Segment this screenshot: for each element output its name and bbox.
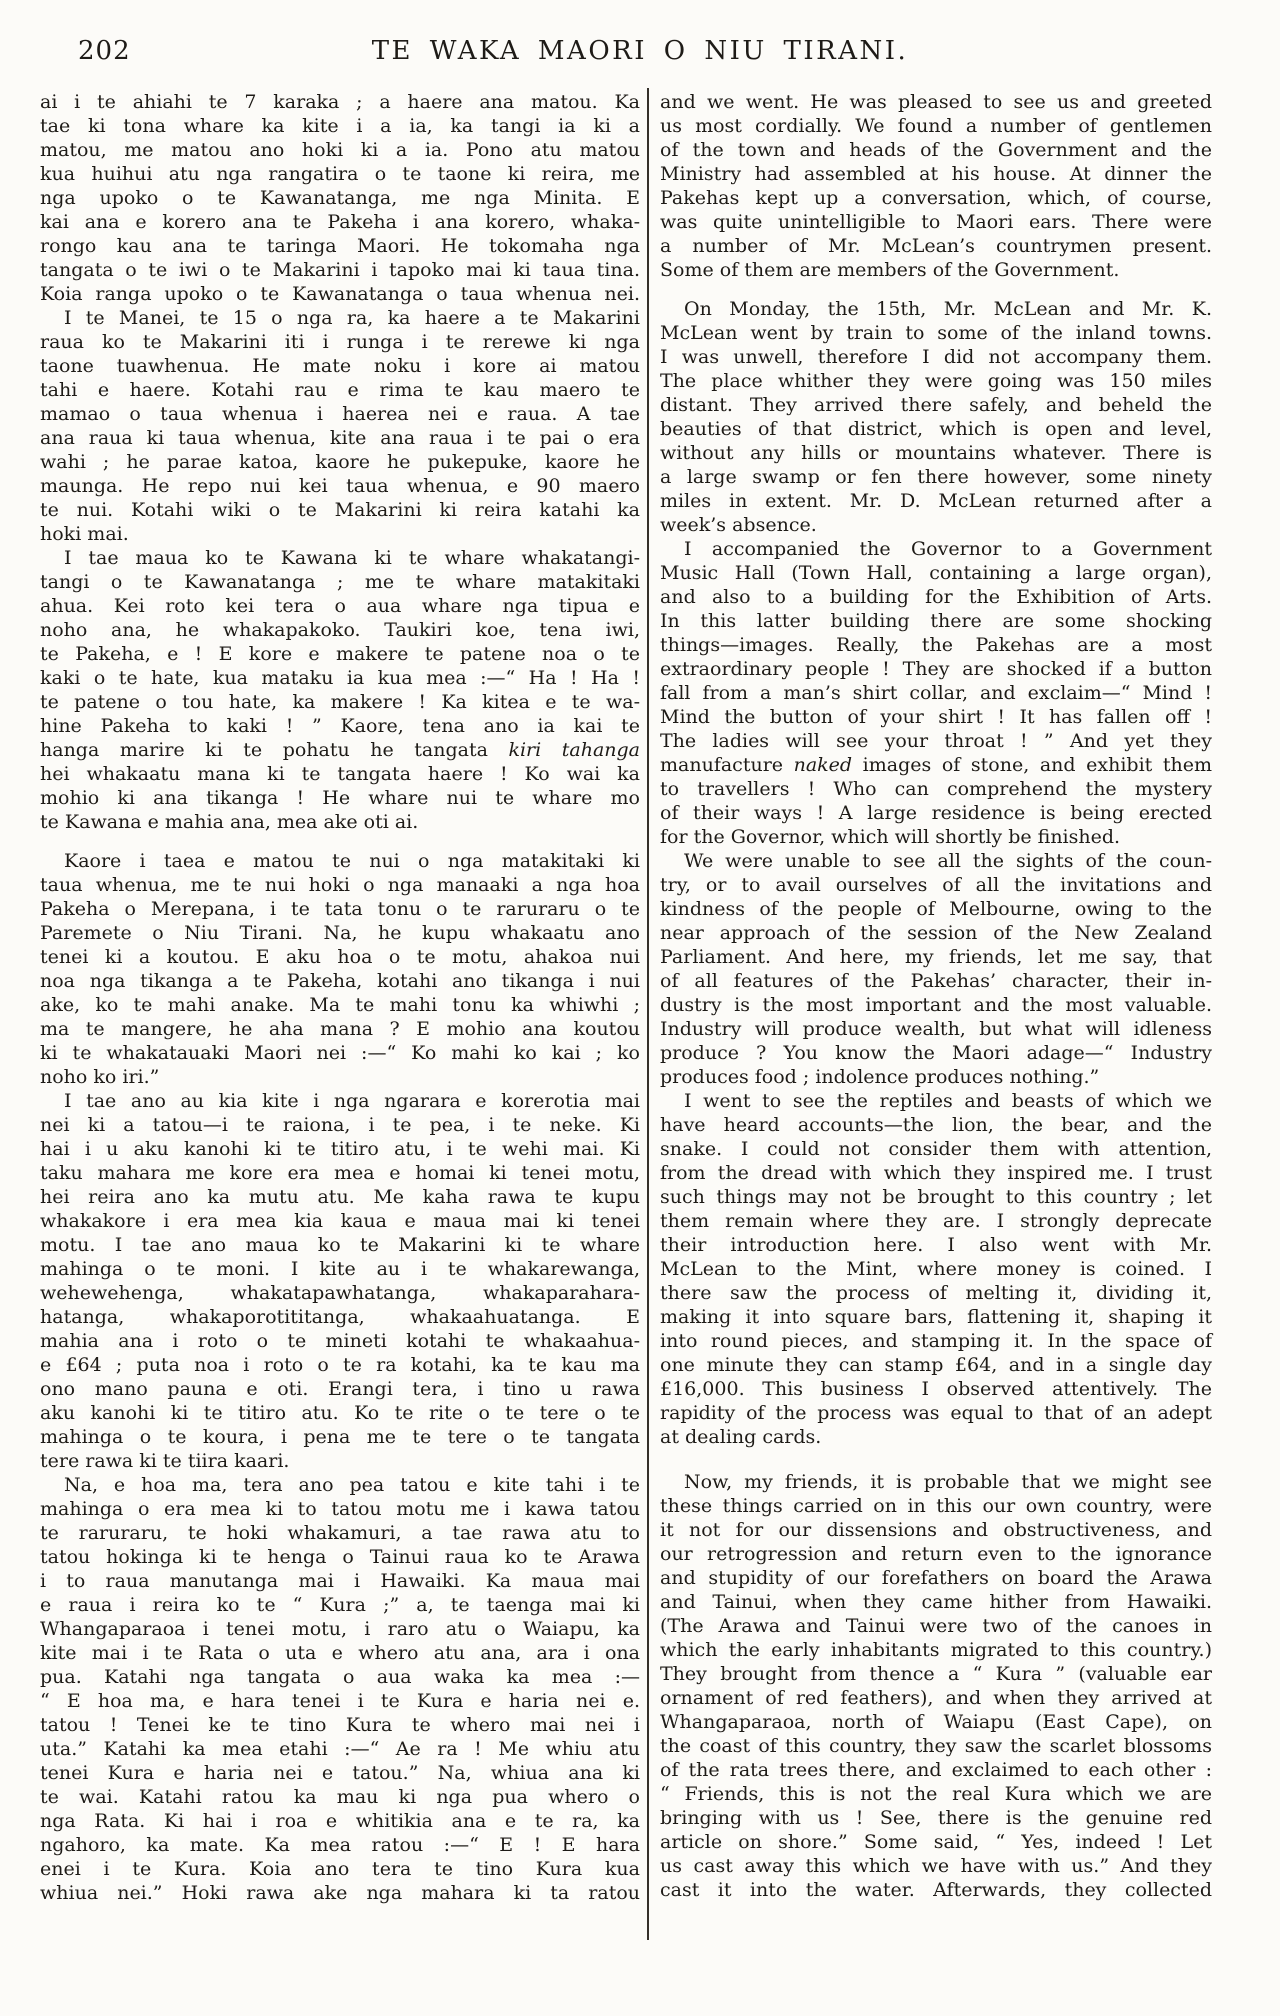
paragraph xyxy=(660,297,1212,537)
text-line: their introduction here. I also went with Mr. xyxy=(660,1234,1212,1256)
text-line: Parliament. And here, my friends, let me say, that xyxy=(660,946,1212,968)
text-line: to travellers ! Who can comprehend the mystery xyxy=(660,778,1212,800)
text-line: Pakeha o Merepana, i te tata tonu o te raruraru o te xyxy=(40,898,640,920)
text-line: Some of them are members of the Government. xyxy=(660,259,1120,281)
text-line: te patene o tou hate, ka makere ! Ka kitea e te wa- xyxy=(40,691,640,713)
paragraph xyxy=(40,546,640,834)
text-line: was quite unintelligible to Maori ears. There were xyxy=(660,211,1212,233)
text-line: mohio ki ana tikanga ! He whare nui te whare mo xyxy=(40,787,640,809)
text-line: manufacture naked images of stone, and exhibit them xyxy=(660,754,1213,776)
text-line: snake. I could not consider them with attention, xyxy=(660,1138,1212,1160)
text-line: hine Pakeha to kaki ! ” Kaore, tena ano ia kai te xyxy=(40,715,640,737)
text-line: aku kanohi ki te titiro atu. Ko te rite o te tere o te xyxy=(40,1402,640,1424)
text-line: noa nga tikanga a te Pakeha, kotahi ano tikanga i nui xyxy=(40,970,640,992)
text-line: I te Manei, te 15 o nga ra, ka haere a te Makarini xyxy=(64,307,640,329)
paragraph xyxy=(40,849,640,1089)
text-line: I went to see the reptiles and beasts of which we xyxy=(684,1090,1212,1112)
text-line: mamao o taua whenua i haerea nei e raua. A tae xyxy=(40,403,640,425)
text-line: i to raua manutanga mai i Hawaiki. Ka maua mai xyxy=(40,1570,640,1592)
text-line: Kaore i taea e matou te nui o nga matakitaki ki xyxy=(64,850,640,872)
text-line: kindness of the people of Melbourne, owing to the xyxy=(660,898,1212,920)
text-line: hei reira ano ka mutu atu. Me kaha rawa te kupu xyxy=(40,1186,640,1208)
text-line: ono mano pauna e oti. Erangi tera, i tino u rawa xyxy=(40,1378,640,1400)
paragraph xyxy=(660,90,1212,282)
text-line: ornament of red feathers), and when they arrived at xyxy=(660,1687,1212,1709)
text-line: of all features of the Pakehas’ character, their in- xyxy=(660,970,1212,992)
paragraph xyxy=(40,306,640,546)
text-line: nga Rata. Ki hai i roa e whitikia ana e te ra, ka xyxy=(40,1810,640,1832)
text-line: there saw the process of melting it, dividing it, xyxy=(660,1282,1212,1304)
text-line: and Tainui, when they came hither from Hawaiki. xyxy=(660,1591,1212,1613)
text-line: tahi e haere. Kotahi rau e rima te kau maero te xyxy=(40,379,640,401)
text-line: ai i te ahiahi te 7 karaka ; a haere ana matou. Ka xyxy=(40,91,640,113)
text-line: whakakore i era mea kia kaua e maua mai ki tenei xyxy=(40,1210,640,1232)
text-line: ki te whakatauaki Maori nei :—“ Ko mahi ko kai ; ko xyxy=(40,1042,640,1064)
text-line: They brought from thence a “ Kura ” (valuable ear xyxy=(660,1663,1212,1685)
text-line: pua. Katahi nga tangata o aua waka ka mea :— xyxy=(40,1666,640,1688)
text-line: ana raua ki taua whenua, kite ana raua i te pai o era xyxy=(40,427,640,449)
text-line: The ladies will see your throat ! ” And yet they xyxy=(660,730,1212,752)
text-line: raua ko te Makarini iti i runga i te rerewe ki nga xyxy=(40,331,640,353)
text-line: and we went. He was pleased to see us and greeted xyxy=(660,91,1212,113)
text-line: uta.” Katahi ka mea etahi :—“ Ae ra ! Me whiu atu xyxy=(40,1738,640,1760)
text-line: nga upoko o te Kawanatanga, me nga Minita. E xyxy=(40,187,640,209)
text-line: Mind the button of your shirt ! It has fallen off ! xyxy=(660,706,1212,728)
text-line: beauties of that district, which is open and level, xyxy=(660,418,1212,440)
text-line: e £64 ; puta noa i roto o te ra kotahi, ka te kau ma xyxy=(40,1354,640,1376)
text-line: taua whenua, me te nui hoki o nga manaaki a nga hoa xyxy=(40,874,640,896)
paragraph xyxy=(660,1089,1212,1449)
text-line: “ E hoa ma, e hara tenei i te Kura e haria nei e. xyxy=(40,1690,640,1712)
left-column-maori-text xyxy=(40,90,640,1905)
text-line: a large swamp or fen there however, some ninety xyxy=(660,466,1212,488)
text-line: of the rata trees there, and exclaimed to each other : xyxy=(660,1759,1212,1781)
text-line: te Kawana e mahia ana, mea ake oti ai. xyxy=(40,811,419,833)
text-line: I tae maua ko te Kawana ki te whare whakatangi- xyxy=(64,547,640,569)
text-line: near approach of the session of the New Zealand xyxy=(660,922,1212,944)
text-line: it not for our dissensions and obstructiveness, and xyxy=(660,1519,1212,1541)
text-line: Industry will produce wealth, but what will idleness xyxy=(660,1018,1212,1040)
text-line: te Pakeha, e ! E kore e makere te patene noa o te xyxy=(40,643,640,665)
paragraph xyxy=(40,1089,640,1473)
text-line: Whangaparaoa i tenei motu, i raro atu o Waiapu, ka xyxy=(40,1618,640,1640)
text-line: a number of Mr. McLean’s countrymen present. xyxy=(660,235,1212,257)
text-line: matou, me matou ano hoki ki a ia. Pono atu matou xyxy=(40,139,640,161)
text-line: tae ki tona whare ka kite i a ia, ka tangi ia ki a xyxy=(40,115,640,137)
text-line: tenei ki a koutou. E aku hoa o te motu, ahakoa nui xyxy=(40,946,640,968)
text-line: ngahoro, ka mate. Ka mea ratou :—“ E ! E hara xyxy=(40,1834,640,1856)
paragraph xyxy=(40,90,640,306)
right-column-english-text xyxy=(660,90,1212,1902)
text-line: from the dread with which they inspired me. I trust xyxy=(660,1162,1212,1184)
text-line: without any hills or mountains whatever. There is xyxy=(660,442,1212,464)
text-line: te nui. Kotahi wiki o te Makarini ki reira katahi ka xyxy=(40,499,640,521)
text-line: Ministry had assembled at his house. At dinner the xyxy=(660,163,1212,185)
text-line: tangi o te Kawanatanga ; me te whare matakitaki xyxy=(40,571,640,593)
text-line: bringing with us ! See, there is the genuine red xyxy=(660,1807,1212,1829)
text-line: mahinga o te moni. I kite au i te whakarewanga, xyxy=(40,1258,640,1280)
text-line: I tae ano au kia kite i nga ngarara e korerotia mai xyxy=(64,1090,640,1112)
text-line: miles in extent. Mr. D. McLean returned after a xyxy=(660,490,1212,512)
text-line: hanga marire ki te pohatu he tangata kiri tahanga xyxy=(40,739,640,761)
text-line: us cast away this which we have with us.” And they xyxy=(660,1855,1212,1877)
text-line: try, or to avail ourselves of all the invitations and xyxy=(660,874,1212,896)
text-line: te raruraru, te hoki whakamuri, a tae rawa atu to xyxy=(40,1522,640,1544)
text-line: for the Governor, which will shortly be finished. xyxy=(660,826,1121,848)
text-line: £16,000. This business I observed attentively. The xyxy=(660,1378,1212,1400)
text-line: week’s absence. xyxy=(660,514,817,536)
text-line: whiua nei.” Hoki rawa ake nga mahara ki ta ratou xyxy=(40,1882,640,1904)
text-line: such things may not be brought to this country ; let xyxy=(660,1186,1212,1208)
text-line: tenei Kura e haria nei e tatou.” Na, whiua ana ki xyxy=(40,1762,640,1784)
text-line: extraordinary people ! They are shocked if a button xyxy=(660,658,1212,680)
text-line: We were unable to see all the sights of the coun- xyxy=(684,850,1212,872)
text-line: making it into square bars, flattening it, shaping it xyxy=(660,1306,1212,1328)
text-line: Paremete o Niu Tirani. Na, he kupu whakaatu ano xyxy=(40,922,640,944)
text-line: tangata o te iwi o te Makarini i tapoko mai ki taua tina. xyxy=(40,259,640,281)
text-line: nei ki a tatou—i te raiona, i te pea, i te neke. Ki xyxy=(40,1114,640,1136)
text-line: noho ana, he whakapakoko. Taukiri koe, tena iwi, xyxy=(40,619,640,641)
paragraph xyxy=(40,1473,640,1905)
text-line: tere rawa ki te tiira kaari. xyxy=(40,1450,290,1472)
text-line: Whangaparaoa, north of Waiapu (East Cape), on xyxy=(660,1711,1212,1733)
paragraph xyxy=(660,849,1212,1089)
text-line: these things carried on in this our own country, were xyxy=(660,1495,1212,1517)
text-line: kai ana e korero ana te Pakeha i ana korero, whaka- xyxy=(40,211,640,233)
text-line: produce ? You know the Maori adage—“ Industry xyxy=(660,1042,1212,1064)
text-line: noho ko iri.” xyxy=(40,1066,160,1088)
newspaper-title: TE WAKA MAORI O NIU TIRANI. xyxy=(371,36,909,66)
text-line: our retrogression and return even to the ignorance xyxy=(660,1543,1212,1565)
text-line: kite mai i te Rata o uta e whero atu ana, ara i ona xyxy=(40,1642,640,1664)
text-line: of their ways ! A large residence is being erected xyxy=(660,802,1212,824)
text-line: distant. They arrived there safely, and beheld the xyxy=(660,394,1212,416)
text-line: hoki mai. xyxy=(40,523,129,545)
text-line: McLean to the Mint, where money is coined. I xyxy=(660,1258,1212,1280)
text-line: Koia ranga upoko o te Kawanatanga o taua whenua nei. xyxy=(40,283,640,305)
text-line: (The Arawa and Tainui were two of the canoes in xyxy=(660,1615,1212,1637)
text-line: te wai. Katahi ratou ka mau ki nga pua whero o xyxy=(40,1786,640,1808)
text-line: Pakehas kept up a conversation, which, of course, xyxy=(660,187,1212,209)
text-line: cast it into the water. Afterwards, they collected xyxy=(660,1879,1212,1901)
text-line: tatou ! Tenei ke te tino Kura te whero mai nei i xyxy=(40,1714,640,1736)
text-line: and also to a building for the Exhibition of Arts. xyxy=(660,586,1212,608)
text-line: at dealing cards. xyxy=(660,1426,822,1448)
text-line: us most cordially. We found a number of gentlemen xyxy=(660,115,1212,137)
text-line: mahia ana i roto o te mineti kotahi te whakaahua- xyxy=(40,1330,640,1352)
text-line: hai i u aku kanohi ki te titiro atu, i te wehi mai. Ki xyxy=(40,1138,640,1160)
column-divider-rule xyxy=(647,88,649,1940)
text-line: them remain where they are. I strongly deprecate xyxy=(660,1210,1212,1232)
text-line: hatanga, whakaporotititanga, whakaahuatanga. E xyxy=(40,1306,640,1328)
text-line: ma te mangere, he aha mana ? E mohio ana koutou xyxy=(40,1018,640,1040)
text-line: kua huihui atu nga rangatira o te taone ki reira, me xyxy=(40,163,640,185)
text-line: On Monday, the 15th, Mr. McLean and Mr. K. xyxy=(684,298,1212,320)
text-line: motu. I tae ano maua ko te Makarini ki te whare xyxy=(40,1234,640,1256)
text-line: tatou hokinga ki te henga o Tainui raua ko te Arawa xyxy=(40,1546,640,1568)
text-line: and stupidity of our forefathers on board the Arawa xyxy=(660,1567,1212,1589)
text-line: one minute they can stamp £64, and in a single day xyxy=(660,1354,1212,1376)
text-line: I was unwell, therefore I did not accompany them. xyxy=(660,346,1212,368)
text-line: have heard accounts—the lion, the bear, and the xyxy=(660,1114,1212,1136)
text-line: I accompanied the Governor to a Government xyxy=(684,538,1212,560)
text-line: taone tuawhenua. He mate noku i kore ai matou xyxy=(40,355,640,377)
text-line: which the early inhabitants migrated to this country.) xyxy=(660,1639,1212,1661)
paragraph xyxy=(660,537,1212,849)
text-line: e raua i reira ko te “ Kura ;” a, te taenga mai ki xyxy=(40,1594,640,1616)
text-line: things—images. Really, the Pakehas are a most xyxy=(660,634,1212,656)
page-number: 202 xyxy=(78,36,131,66)
text-line: taku mahara me kore era mea e homai ki tenei motu, xyxy=(40,1162,640,1184)
text-line: wehewehenga, whakatapawhatanga, whakaparahara- xyxy=(40,1282,640,1304)
text-line: into round pieces, and stamping it. In the space of xyxy=(660,1330,1212,1352)
italic-text: kiri tahanga xyxy=(508,739,640,761)
text-line: wahi ; he parae katoa, kaore he pukepuke, kaore he xyxy=(40,451,640,473)
text-line: the coast of this country, they saw the scarlet blossoms xyxy=(660,1735,1212,1757)
italic-text: naked xyxy=(793,754,853,776)
paragraph xyxy=(660,1470,1212,1902)
text-line: fall from a man’s shirt collar, and exclaim—“ Mind ! xyxy=(660,682,1212,704)
text-line: Music Hall (Town Hall, containing a large organ), xyxy=(660,562,1212,584)
text-line: ake, ko te mahi anake. Ma te mahi tonu ka whiwhi ; xyxy=(40,994,640,1016)
text-line: “ Friends, this is not the real Kura which we are xyxy=(660,1783,1212,1805)
text-line: Na, e hoa ma, tera ano pea tatou e kite tahi i te xyxy=(64,1474,640,1496)
text-line: of the town and heads of the Government and the xyxy=(660,139,1212,161)
text-line: dustry is the most important and the most valuable. xyxy=(660,994,1212,1016)
text-line: produces food ; indolence produces nothing.” xyxy=(660,1066,1100,1088)
text-line: mahinga o era mea ki to tatou motu me i kawa tatou xyxy=(40,1498,640,1520)
text-line: maunga. He repo nui kei taua whenua, e 90 maero xyxy=(40,475,640,497)
text-line: ahua. Kei roto kei tera o aua whare nga tipua e xyxy=(40,595,640,617)
text-line: In this latter building there are some shocking xyxy=(660,610,1212,632)
text-line: kaki o te hate, kua mataku ia kua mea :—“ Ha ! Ha ! xyxy=(40,667,640,689)
text-line: mahinga o te koura, i pena me te tere o te tangata xyxy=(40,1426,640,1448)
text-line: rongo kau ana te taringa Maori. He tokomaha nga xyxy=(40,235,640,257)
text-line: Now, my friends, it is probable that we might see xyxy=(684,1471,1212,1493)
text-line: rapidity of the process was equal to that of an adept xyxy=(660,1402,1212,1424)
text-line: The place whither they were going was 150 miles xyxy=(660,370,1212,392)
text-line: enei i te Kura. Koia ano tera te tino Kura kua xyxy=(40,1858,640,1880)
text-line: article on shore.” Some said, “ Yes, indeed ! Let xyxy=(660,1831,1212,1853)
text-line: hei whakaatu mana ki te tangata haere ! Ko wai ka xyxy=(40,763,640,785)
text-line: McLean went by train to some of the inland towns. xyxy=(660,322,1212,344)
